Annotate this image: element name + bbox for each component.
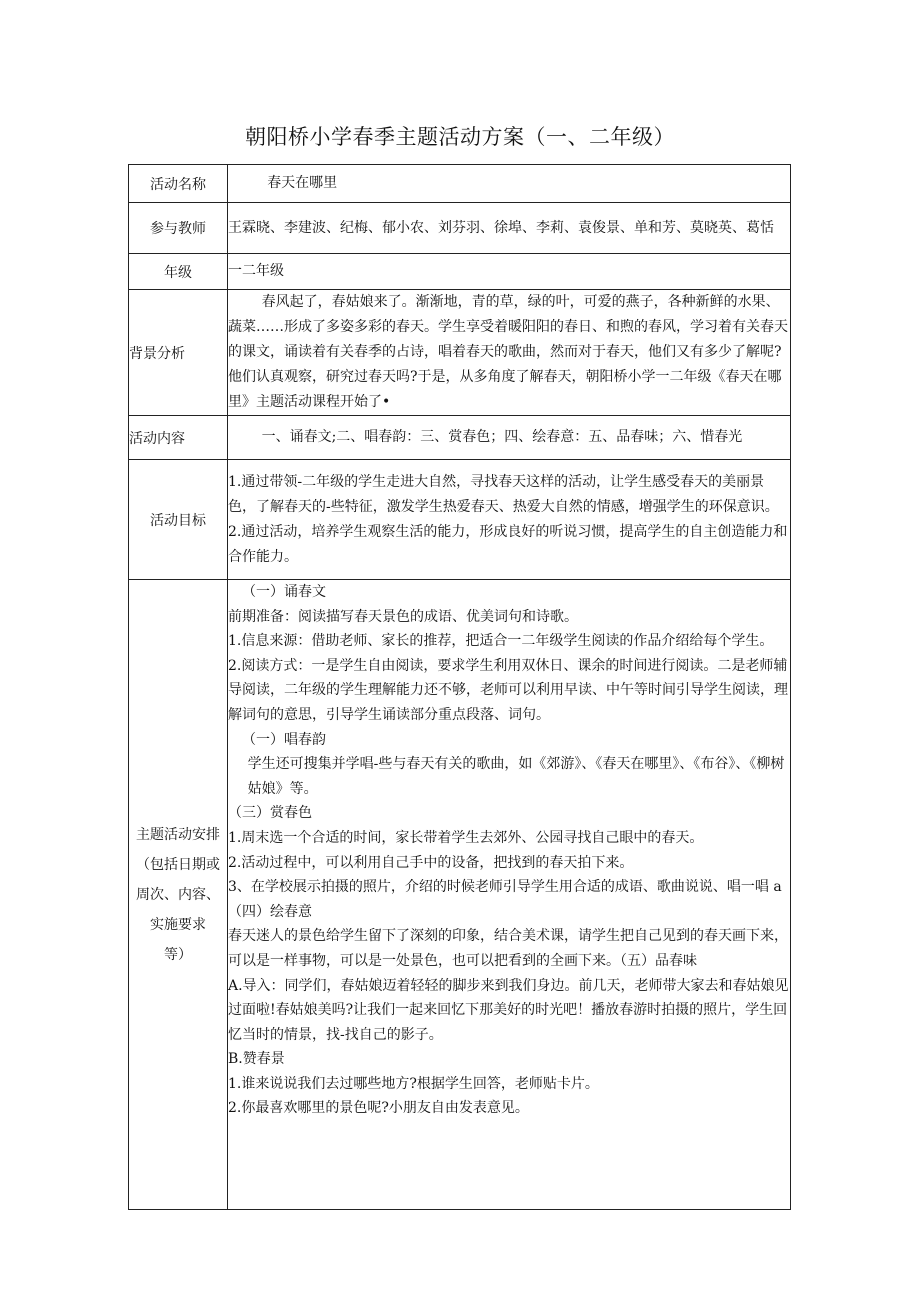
section-text: 春天迷人的景色给学生留下了深刻的印象，结合美术课，请学生把自己见到的春天画下来，可以是一样事物，可以是一处景色，也可以把看到的全画下来。（五）品春味 bbox=[228, 928, 788, 969]
section-heading: （一）唱春韵 bbox=[242, 731, 326, 748]
section-text: 学生还可搜集并学唱-些与春天有关的歌曲，如《郊游》、《春天在哪里》、《布谷》、《柳树姑娘》等。 bbox=[247, 756, 785, 797]
section-text: 1.信息来源：借助老师、家长的推荐，把适合一二年级学生阅读的作品介绍给每个学生。 bbox=[228, 633, 774, 650]
value-teachers: 王霖晓、李建波、纪梅、郁小农、刘芬羽、徐埠、李莉、袁俊景、单和芳、莫晓英、葛恬 bbox=[228, 219, 774, 236]
value-activity-name: 春天在哪里 bbox=[267, 175, 338, 191]
section-text: 前期准备：阅读描写春天景色的成语、优美词句和诗歌。 bbox=[228, 608, 578, 625]
goal-item: 1.通过带领-二年级的学生走进大自然，寻找春天这样的活动，让学生感受春天的美丽景色，了解春天的-些特征，激发学生热爱春天、热爱大自然的情感，增强学生的环保意识。 bbox=[228, 473, 779, 515]
row-activity-name bbox=[129, 165, 791, 203]
goal-item: 2.通过活动，培养学生观察生活的能力，形成良好的听说习惯，提高学生的自主创造能力和合作能力。 bbox=[228, 523, 788, 565]
value-background: 春风起了，春姑娘来了。渐渐地，青的草，绿的叶，可爱的燕子，各种新鲜的水果、蔬菜……形成了多姿多彩的春天。学生享受着暖阳阳的春日、和煦的春风，学习着有关春天的课文，诵读着有关春季的占诗，唱着春天的歌曲，然而对于春天，他们又有多少了解呢?他们认真观察，研究过春天吗?于是，从多角度了解春天，朝阳桥小学一二年级《春天在哪里》主题活动课程开始了• bbox=[228, 294, 788, 410]
section-heading: （三）赏春色 bbox=[228, 805, 312, 822]
section-heading: B.赞春景 bbox=[228, 1051, 285, 1068]
label-teachers: 参与教师 bbox=[129, 203, 228, 254]
section-text: 3、在学校展示拍摄的照片，介绍的时候老师引导学生用合适的成语、歌曲说说、唱一唱 a bbox=[228, 879, 782, 896]
label-activity-name: 活动名称 bbox=[129, 165, 228, 203]
label-background: 背景分析 bbox=[129, 290, 228, 416]
arrangement-label-line: 实施要求 bbox=[150, 916, 206, 933]
section-text: 2.活动过程中，可以利用自己手中的设备，把找到的春天拍下来。 bbox=[228, 854, 634, 871]
arrangement-label-line: 主题活动安排 bbox=[136, 826, 220, 843]
row-grade bbox=[129, 254, 791, 290]
arrangement-label-line: 等） bbox=[164, 946, 192, 963]
value-content: 一、诵春文;二、唱春韵：三、赏春色；四、绘春意：五、品春味；六、惜春光 bbox=[261, 429, 743, 445]
section-text: 2.你最喜欢哪里的景色呢?小朋友自由发表意见。 bbox=[228, 1100, 529, 1117]
activity-plan-table bbox=[128, 164, 791, 1210]
section-text: 2.阅读方式：一是学生自由阅读，要求学生利用双休日、课余的时间进行阅读。二是老师辅导阅读，二年级的学生理解能力还不够，老师可以利用早读、中午等时间引导学生阅读，理解词句的意思，引导学生诵读部分重点段落、词句。 bbox=[228, 657, 788, 723]
label-arrangement bbox=[129, 580, 228, 1210]
section-heading: （四）绘春意 bbox=[228, 903, 312, 920]
row-goals bbox=[129, 460, 791, 580]
row-content bbox=[129, 416, 791, 460]
section-text: 1.谁来说说我们去过哪些地方?根据学生回答，老师贴卡片。 bbox=[228, 1075, 599, 1092]
arrangement-label-line: （包括日期或 bbox=[136, 856, 220, 873]
section-heading: （一）诵春文 bbox=[242, 584, 326, 600]
row-arrangement bbox=[129, 580, 791, 1210]
row-teachers bbox=[129, 203, 791, 254]
arrangement-label-line: 周次、内容、 bbox=[136, 886, 220, 903]
label-content: 活动内容 bbox=[129, 416, 228, 460]
section-text: A.导入：同学们，春姑娘迈着轻轻的脚步来到我们身边。前几天，老师带大家去和春姑娘见过面啦!春姑娘美吗?让我们一起来回忆下那美好的时光吧！播放春游时拍摄的照片，学生回忆当时的情景，找-找自己的影子。 bbox=[228, 977, 789, 1043]
value-grade: 一二年级 bbox=[228, 263, 284, 279]
page-title: 朝阳桥小学春季主题活动方案（一、二年级） bbox=[245, 125, 675, 149]
row-background bbox=[129, 290, 791, 416]
section-text: 1.周末选一个合适的时间，家长带着学生去郊外、公园寻找自己眼中的春天。 bbox=[228, 829, 704, 846]
label-grade: 年级 bbox=[129, 254, 228, 290]
label-goals: 活动目标 bbox=[129, 460, 228, 580]
